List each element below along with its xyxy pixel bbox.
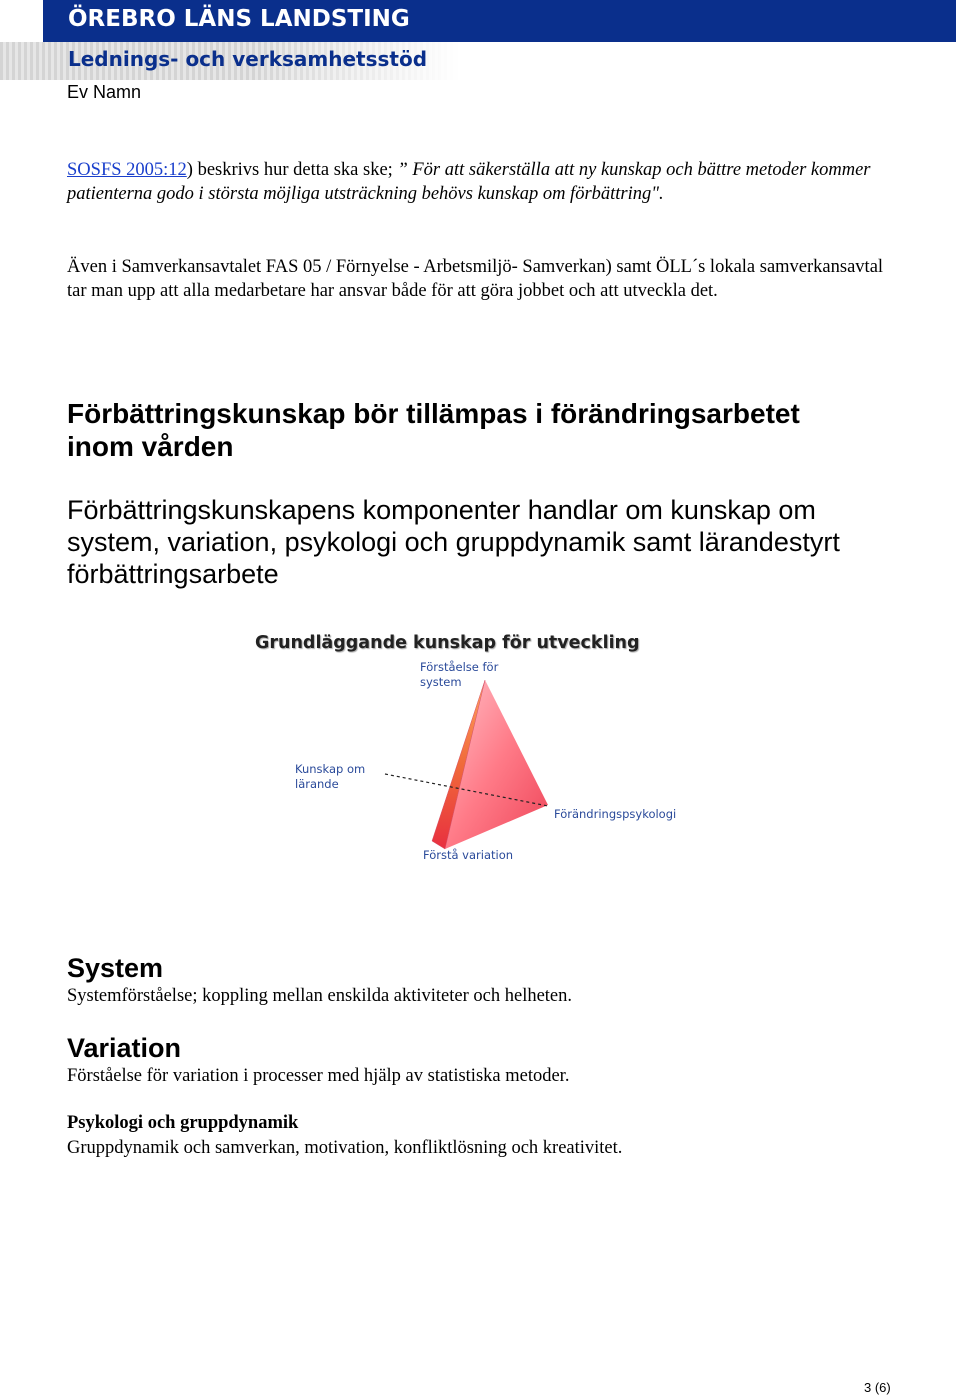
psychology-body: Gruppdynamik och samverkan, motivation, konfliktlösning och kreativitet.: [67, 1138, 623, 1158]
variation-body: Förståelse för variation i processer med hjälp av statistiska metoder.: [67, 1066, 570, 1086]
system-body: Systemförståelse; koppling mellan enskilda aktiviteter och helheten.: [67, 986, 573, 1006]
label-system: Förståelse för system: [420, 660, 499, 689]
label-learning: Kunskap om lärande: [295, 762, 366, 791]
figure-title: Grundläggande kunskap för utveckling: [255, 633, 640, 653]
variation-heading: Variation: [67, 1033, 182, 1063]
page-number: 3 (6): [864, 1380, 891, 1395]
psychology-heading: Psykologi och gruppdynamik: [67, 1113, 299, 1133]
paragraph-text: ) beskrivs hur detta ska ske;: [186, 160, 398, 180]
paragraph-samverkan: Även i Samverkansavtalet FAS 05 / Förnyelse - Arbetsmiljö- Samverkan) samt ÖLL´s lokala samverkansavtal tar man upp att alla medarbetare har ansvar både för att göra jobbet och att utveckla det.: [67, 257, 884, 301]
paragraph-sosfs: [67, 158, 887, 206]
unit-name: Lednings- och verksamhetsstöd: [68, 47, 428, 71]
paragraph-quote: ” För att säkerställa att ny kunskap och bättre metoder kommer patienterna godo i största möjliga utsträckning behövs kunskap om förbättring".: [67, 160, 871, 204]
sosfs-reference-link[interactable]: SOSFS 2005:12: [67, 160, 187, 180]
system-heading: System: [67, 953, 164, 983]
label-change-psychology: Förändringspsykologi: [554, 807, 677, 821]
org-name: ÖREBRO LÄNS LANDSTING: [68, 6, 410, 32]
label-variation: Förstå variation: [423, 848, 514, 862]
author-name: Ev Namn: [67, 82, 142, 102]
section-heading: Förbättringskunskap bör tillämpas i förändringsarbetet inom vården: [67, 398, 800, 462]
intro-text: Förbättringskunskapens komponenter handlar om kunskap om system, variation, psykologi och gruppdynamik samt lärandestyrt förbättringsarbete: [67, 495, 840, 589]
pyramid-figure: [250, 628, 690, 868]
